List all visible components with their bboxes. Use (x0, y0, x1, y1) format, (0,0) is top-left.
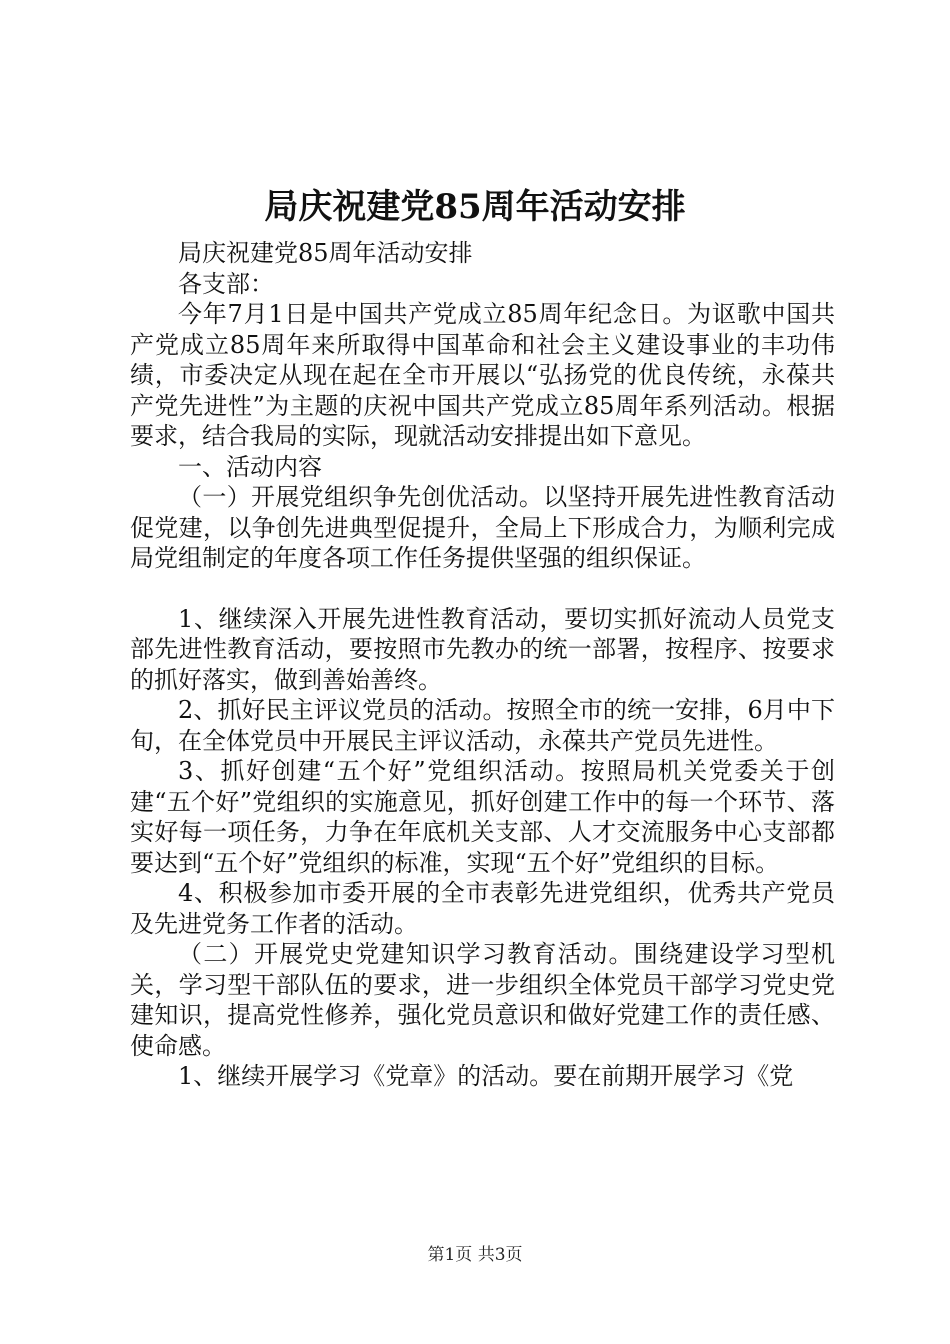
section-heading: 一、活动内容 (178, 452, 322, 481)
document-title: 局庆祝建党85周年活动安排 (264, 187, 686, 227)
intro-paragraph: 今年7月1日是中国共产党成立85周年纪念日。为讴歌中国共产党成立85周年来所取得中国革命和社会主义建设事业的丰功伟绩，市委决定从现在起在全市开展以“弘扬党的优良传统，永葆共产党先进性”为主题的庆祝中国共产党成立85周年系列活动。根据要求，结合我局的实际，现就活动安排提出如下意见。 (130, 300, 835, 450)
item-1-paragraph: 1、继续深入开展先进性教育活动，要切实抓好流动人员党支部先进性教育活动，要按照市先教办的统一部署，按程序、按要求的抓好落实，做到善始善终。 (130, 604, 835, 694)
subsection-2-paragraph: （二）开展党史党建知识学习教育活动。围绕建设学习型机关，学习型干部队伍的要求，进一步组织全体党员干部学习党史党建知识，提高党性修养，强化党员意识和做好党建工作的责任感、使命感。 (130, 940, 835, 1060)
item-5-paragraph: 1、继续开展学习《党章》的活动。要在前期开展学习《党 (178, 1062, 794, 1090)
item-4-paragraph: 4、积极参加市委开展的全市表彰先进党组织，优秀共产党员及先进党务工作者的活动。 (130, 879, 835, 938)
subsection-1-paragraph: （一）开展党组织争先创优活动。以坚持开展先进性教育活动促党建，以争创先进典型促提升，全局上下形成合力，为顺利完成局党组制定的年度各项工作任务提供坚强的组织保证。 (130, 483, 835, 572)
page-footer: 第1页 共3页 (427, 1245, 523, 1265)
item-2-paragraph: 2、抓好民主评议党员的活动。按照全市的统一安排，6月中下旬，在全体党员中开展民主评议活动，永葆共产党员先进性。 (130, 696, 835, 755)
item-3-paragraph: 3、抓好创建“五个好”党组织活动。按照局机关党委关于创建“五个好”党组织的实施意见，抓好创建工作中的每一个环节、落实好每一项任务，力争在年底机关支部、人才交流服务中心支部都要达到“五个好”党组织的标准，实现“五个好”党组织的目标。 (130, 757, 835, 877)
document-body (130, 238, 835, 1092)
salutation: 各支部： (178, 269, 274, 298)
document-subtitle: 局庆祝建党85周年活动安排 (178, 239, 473, 267)
